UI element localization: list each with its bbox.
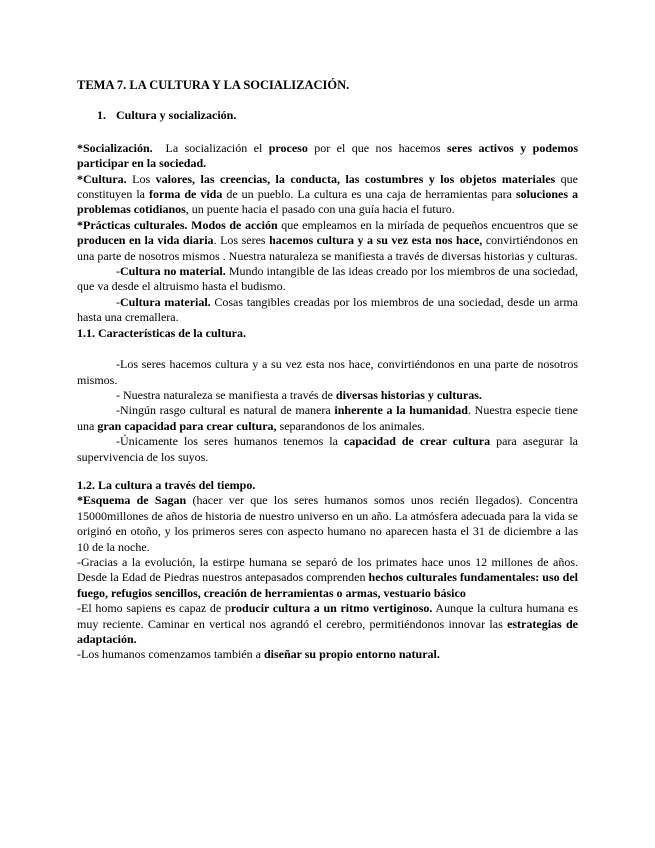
section-heading-1-1: 1.1. Características de la cultura.: [77, 325, 246, 340]
paragraph-cultura: *Cultura. Los valores, las creencias, la conducta, las costumbres y los objetos materiales que constituyen la forma de vida de un pueblo. La cultura es una caja de herramientas para soluciones a problemas cotidianos, un puente hacia el pasado con una guía hacia el futuro.: [77, 171, 579, 217]
caracteristica-4: -Únicamente los seres humanos tenemos la capacidad de crear cultura para asegurar la supervivencia de los suyos.: [77, 434, 578, 464]
document-page: [77, 78, 578, 663]
paragraph-homo-sapiens: -El homo sapiens es capaz de producir cultura a un ritmo vertiginoso. Aunque la cultura humana es muy reciente. Caminar en vertical nos agrandó el cerebro, permitiéndonos innovar las estrategias de adaptación.: [77, 601, 579, 646]
section-heading-1: [97, 108, 578, 123]
caracteristica-2: - Nuestra naturaleza se manifiesta a través de diversas historias y culturas.: [116, 387, 482, 402]
paragraph-socializacion: *Socialización. La socialización el proceso por el que nos hacemos seres activos y podemos participar en la sociedad.: [77, 140, 578, 171]
paragraph-cultura-no-material: -Cultura no material. Mundo intangible de las ideas creado por los miembros de una sociedad, que va desde el altruismo hasta el budismo.: [77, 264, 578, 294]
paragraph-entorno-natural: -Los humanos comenzamos también a diseñar su propio entorno natural.: [77, 647, 440, 662]
caracteristica-1: -Los seres hacemos cultura y a su vez esta nos hace, convirtiéndonos en una parte de nosotros mismos.: [77, 357, 578, 387]
caracteristica-3: -Ningún rasgo cultural es natural de manera inherente a la humanidad. Nuestra especie tiene una gran capacidad para crear cultura, separandonos de los animales.: [77, 403, 578, 433]
document-title: TEMA 7. LA CULTURA Y LA SOCIALIZACIÓN.: [77, 78, 350, 92]
section-number: 1.: [97, 108, 106, 123]
paragraph-cultura-material: -Cultura material. Cosas tangibles creadas por los miembros de una sociedad, desde un arma hasta una cremallera.: [77, 294, 578, 325]
section-title: Cultura y socialización.: [116, 108, 237, 123]
section-heading-1-2: 1.2. La cultura a través del tiempo.: [77, 477, 256, 492]
paragraph-evolucion: -Gracias a la evolución, la estirpe humana se separó de los primates hace unos 12 millones de años. Desde la Edad de Piedras nuestros antepasados comprenden hechos culturales fundamentales: uso del fuego, refugios sencillos, creación de herramientas o armas, vestuario básico: [77, 554, 578, 600]
blank-line: [77, 341, 578, 357]
blank-line: [77, 465, 578, 478]
paragraph-esquema-sagan: *Esquema de Sagan (hacer ver que los seres humanos somos unos recién llegados). Concentra 15000millones de años de historia de nuestro universo en un año. La atmósfera adecuada para la vida se originó en otoño, y los primeros seres con aspecto humano no aparecen hasta el 31 de diciembre a las 10 de la noche.: [77, 493, 578, 554]
paragraph-practicas-culturales: *Prácticas culturales. Modos de acción que empleamos en la miríada de pequeños encuentros que se producen en la vida diaria. Los seres hacemos cultura y a su vez esta nos hace, convirtiéndonos en una parte de nosotros mismos . Nuestra naturaleza se manifiesta a través de diversas historias y culturas.: [77, 217, 578, 263]
